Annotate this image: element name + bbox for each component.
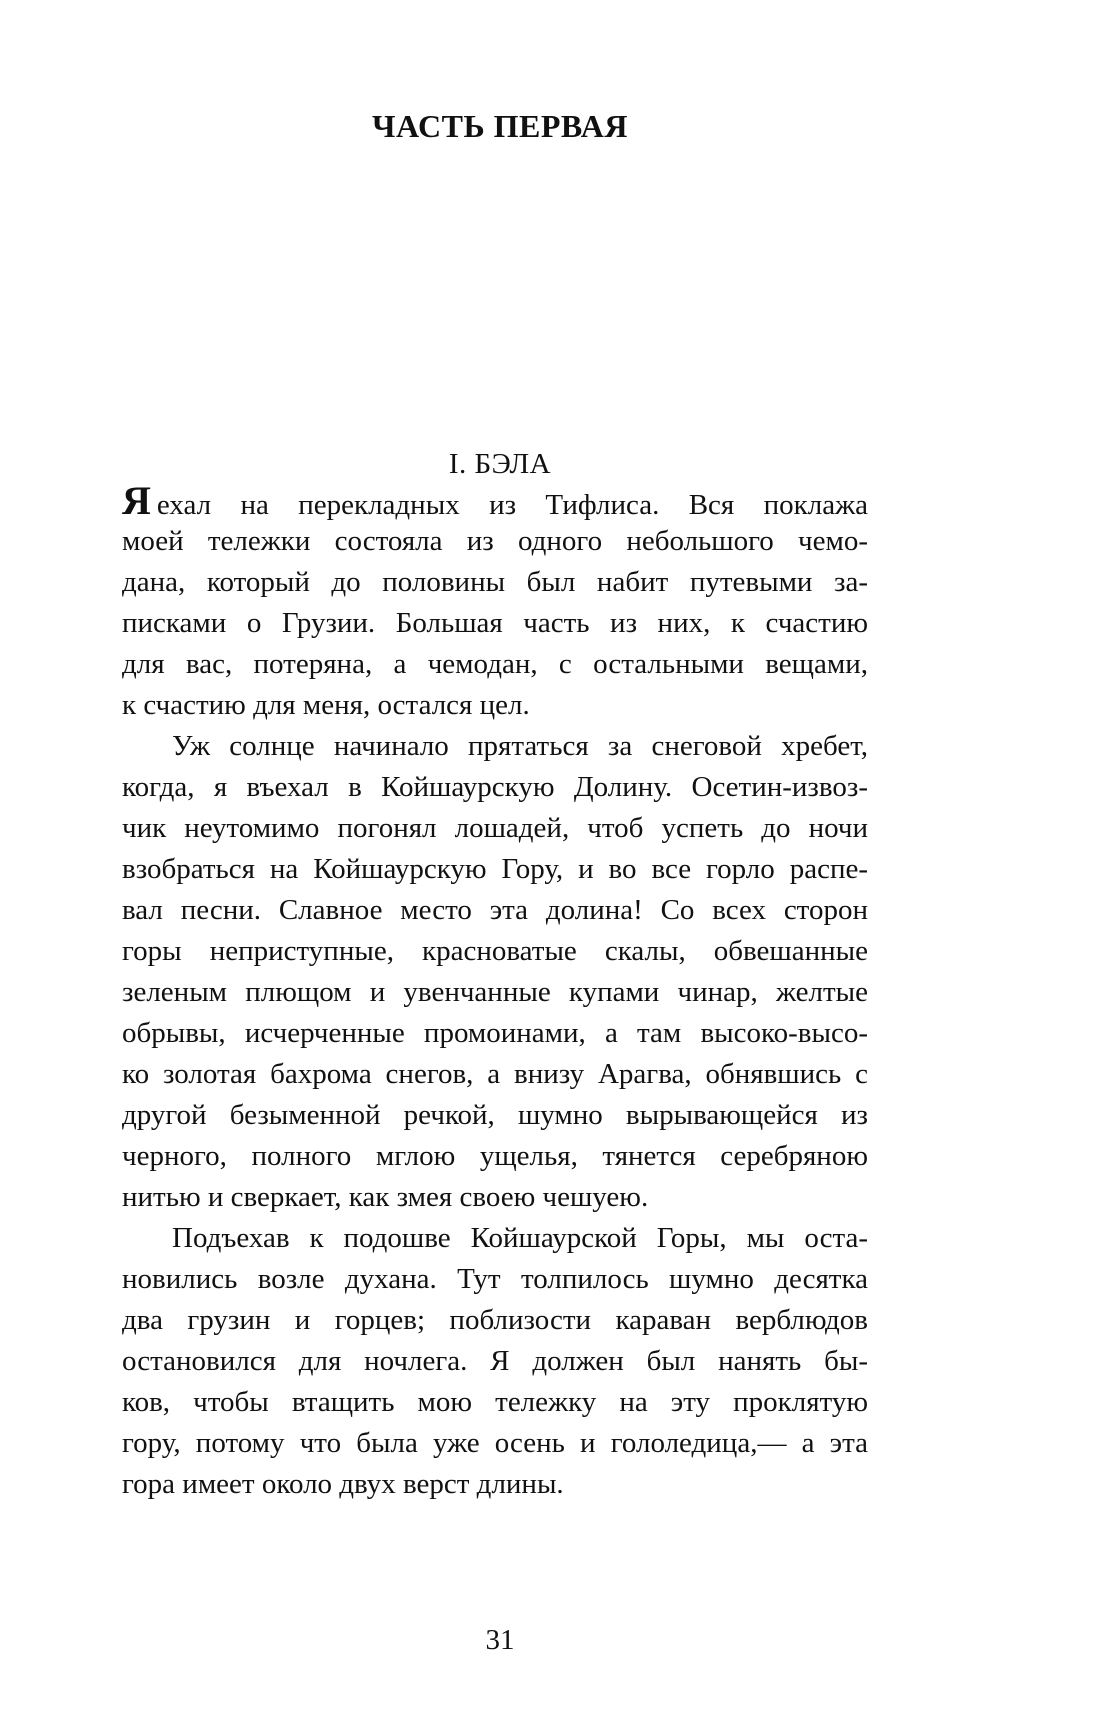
text-line <box>122 1259 868 1300</box>
text-line <box>122 1218 868 1259</box>
line-text: нитью и сверкает, как змея своею чешуею. <box>122 1181 649 1213</box>
line-text: остановился для ночлега. Я должен был нанять бы- <box>122 1345 868 1377</box>
text-line <box>122 1423 868 1464</box>
text-line <box>122 726 868 767</box>
text-line <box>122 480 868 521</box>
line-text: ехал на перекладных из Тифлиса. Вся поклажа <box>156 489 868 521</box>
text-line <box>122 767 868 808</box>
text-line <box>122 1013 868 1054</box>
text-line <box>122 1382 868 1423</box>
line-text: Подъехав к подошве Койшаурской Горы, мы оста- <box>172 1222 868 1254</box>
text-line <box>122 644 868 685</box>
line-text: когда, я въехал в Койшаурскую Долину. Осетин-извоз- <box>122 771 868 803</box>
text-line <box>122 972 868 1013</box>
text-line <box>122 931 868 972</box>
line-text: обрывы, исчерченные промоинами, а там высоко-высо- <box>122 1017 868 1049</box>
line-text: вал песни. Славное место эта долина! Со всех сторон <box>122 894 868 926</box>
line-text: моей тележки состояла из одного небольшого чемо- <box>122 525 868 557</box>
line-text: взобраться на Койшаурскую Гору, и во все горло распе- <box>122 853 868 885</box>
line-text: писками о Грузии. Большая часть из них, к счастию <box>122 607 868 639</box>
text-line <box>122 1341 868 1382</box>
text-line <box>122 1095 868 1136</box>
text-line <box>122 890 868 931</box>
line-text: к счастию для меня, остался цел. <box>122 689 530 721</box>
line-text: Уж солнце начинало прятаться за снеговой хребет, <box>172 730 868 762</box>
line-text: ков, чтобы втащить мою тележку на эту проклятую <box>122 1386 868 1418</box>
text-line <box>122 685 868 726</box>
text-line <box>122 1300 868 1341</box>
text-line <box>122 562 868 603</box>
line-text: ко золотая бахрома снегов, а внизу Арагва, обнявшись с <box>122 1058 868 1090</box>
part-title: ЧАСТЬ ПЕРВАЯ <box>372 108 628 144</box>
text-line <box>122 1464 868 1505</box>
text-line <box>122 808 868 849</box>
text-line <box>122 1177 868 1218</box>
text-line <box>122 1136 868 1177</box>
line-text: чик неутомимо погонял лошадей, чтоб успеть до ночи <box>122 812 868 844</box>
drop-cap: Я <box>122 478 151 523</box>
chapter-title: I. БЭЛА <box>448 448 552 480</box>
line-text: дана, который до половины был набит путевыми за- <box>122 566 868 598</box>
body-text <box>122 480 868 1505</box>
line-text: другой безыменной речкой, шумно вырывающейся из <box>122 1099 868 1131</box>
text-line <box>122 521 868 562</box>
line-text: для вас, потеряна, а чемодан, с остальными вещами, <box>122 648 868 680</box>
line-text: гору, потому что была уже осень и гололедица,— а эта <box>122 1427 868 1459</box>
line-text: гора имеет около двух верст длины. <box>122 1468 564 1500</box>
page-number: 31 <box>485 1624 515 1656</box>
line-text: новились возле духана. Тут толпилось шумно десятка <box>122 1263 868 1295</box>
line-text: горы неприступные, красноватые скалы, обвешанные <box>122 935 868 967</box>
line-text: черного, полного мглою ущелья, тянется серебряною <box>122 1140 868 1172</box>
text-line <box>122 1054 868 1095</box>
line-text: два грузин и горцев; поблизости караван верблюдов <box>122 1304 868 1336</box>
text-line <box>122 603 868 644</box>
line-text: зеленым плющом и увенчанные купами чинар, желтые <box>122 976 868 1008</box>
text-line <box>122 849 868 890</box>
